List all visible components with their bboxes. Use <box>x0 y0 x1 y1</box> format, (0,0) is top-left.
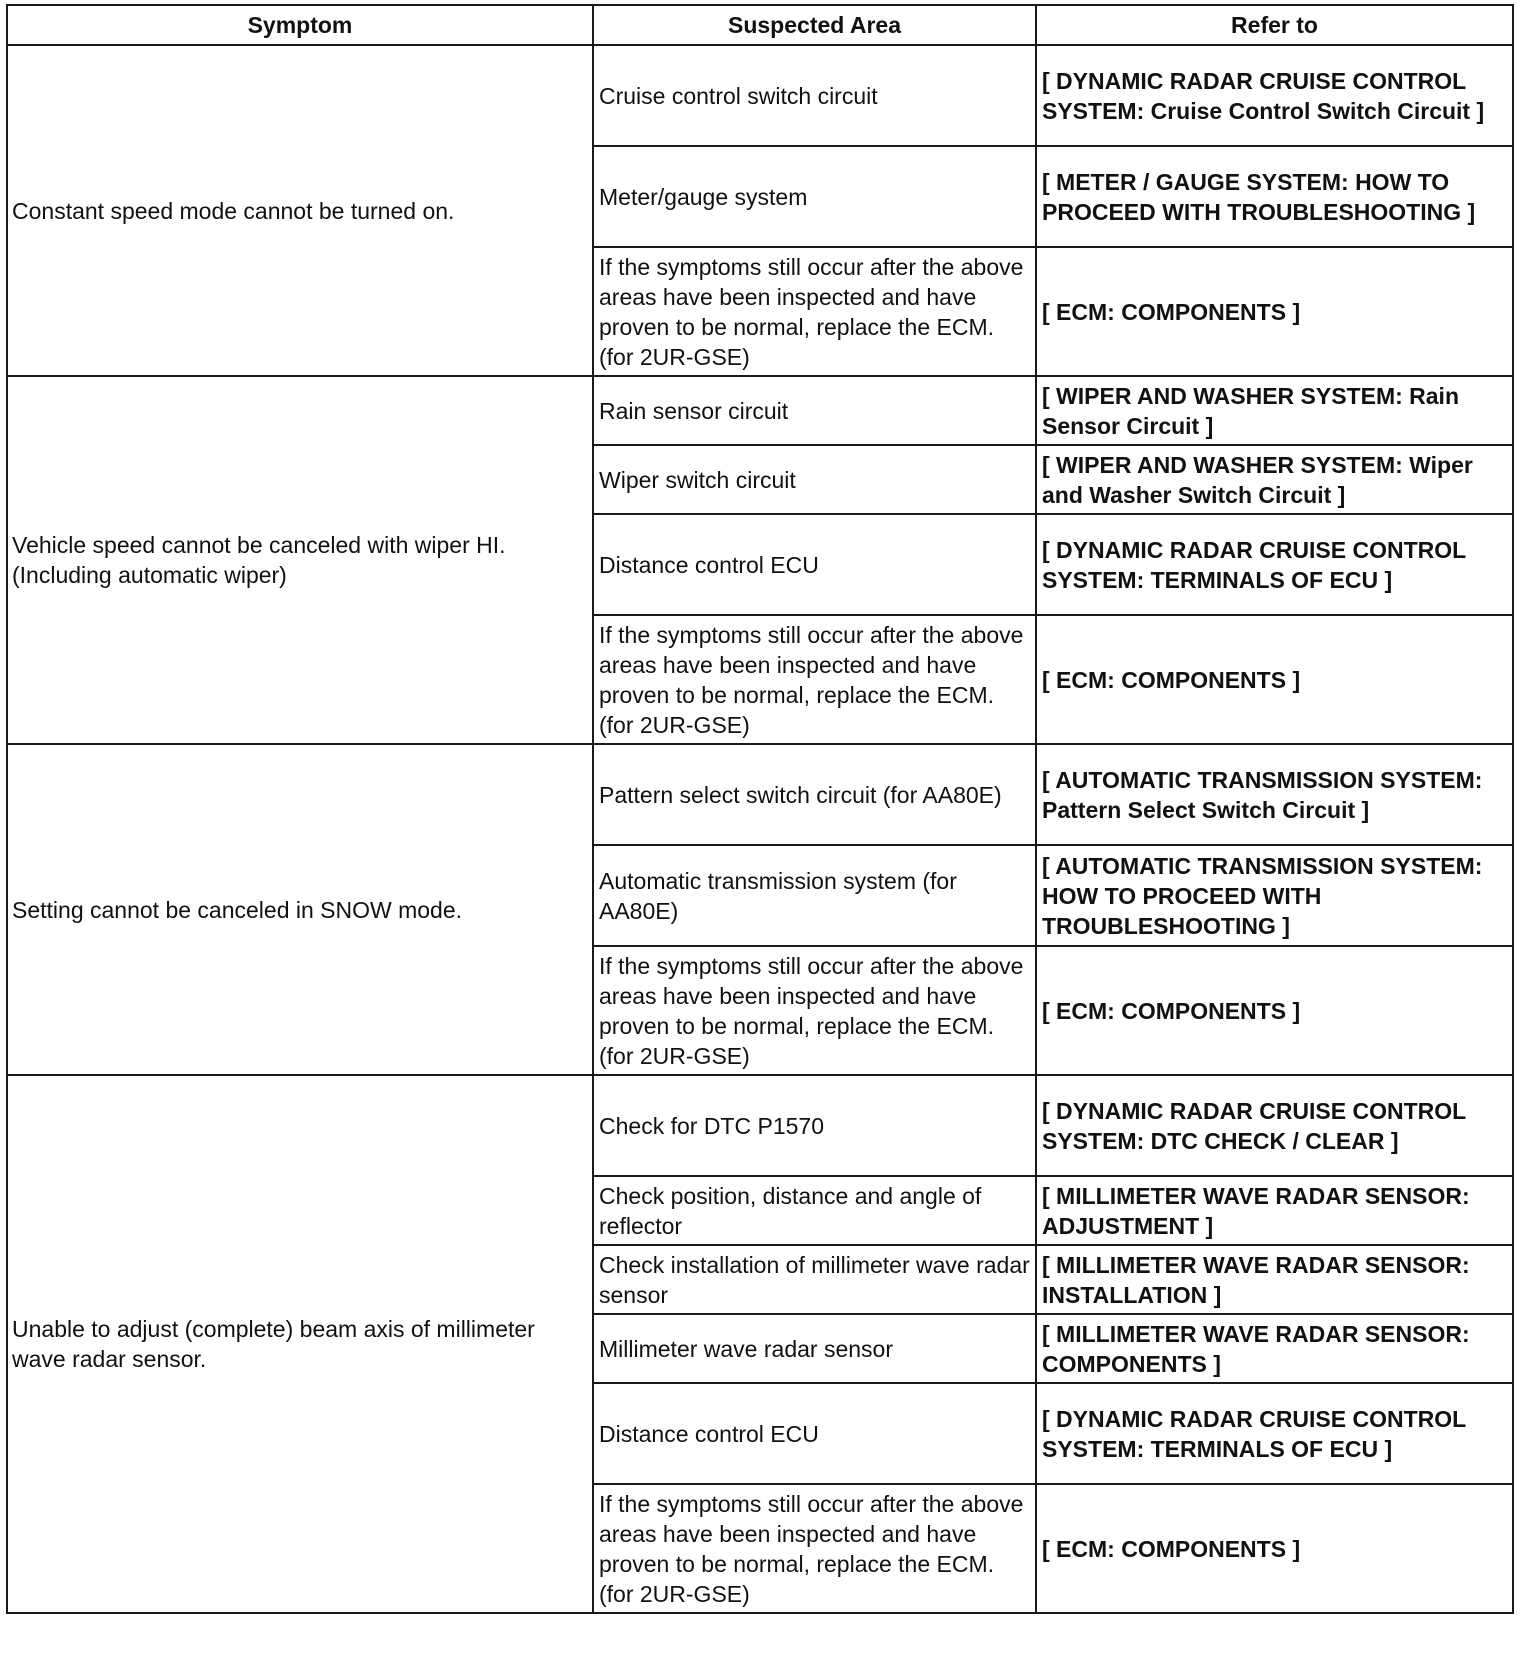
suspected-area-cell: If the symptoms still occur after the above areas have been inspected and have proven to be normal, replace the ECM. (for 2UR-GSE) <box>593 247 1036 376</box>
suspected-area-cell: If the symptoms still occur after the above areas have been inspected and have proven to be normal, replace the ECM. (for 2UR-GSE) <box>593 615 1036 744</box>
suspected-area-cell: Wiper switch circuit <box>593 445 1036 514</box>
header-suspected-area: Suspected Area <box>593 5 1036 45</box>
suspected-area-cell: Automatic transmission system (for AA80E) <box>593 845 1036 946</box>
table-row <box>7 376 1513 445</box>
refer-link[interactable]: [ DYNAMIC RADAR CRUISE CONTROL SYSTEM: DTC CHECK / CLEAR ] <box>1036 1075 1513 1176</box>
suspected-area-cell: Millimeter wave radar sensor <box>593 1314 1036 1383</box>
suspected-area-cell: Cruise control switch circuit <box>593 45 1036 146</box>
refer-link[interactable]: [ MILLIMETER WAVE RADAR SENSOR: INSTALLATION ] <box>1036 1245 1513 1314</box>
refer-link[interactable]: [ MILLIMETER WAVE RADAR SENSOR: ADJUSTMENT ] <box>1036 1176 1513 1245</box>
suspected-area-cell: Check installation of millimeter wave radar sensor <box>593 1245 1036 1314</box>
header-symptom: Symptom <box>7 5 593 45</box>
refer-link[interactable]: [ AUTOMATIC TRANSMISSION SYSTEM: Pattern Select Switch Circuit ] <box>1036 744 1513 845</box>
table-row <box>7 1075 1513 1176</box>
refer-link[interactable]: [ DYNAMIC RADAR CRUISE CONTROL SYSTEM: TERMINALS OF ECU ] <box>1036 514 1513 615</box>
suspected-area-cell: Check for DTC P1570 <box>593 1075 1036 1176</box>
suspected-area-cell: Check position, distance and angle of reflector <box>593 1176 1036 1245</box>
refer-link[interactable]: [ ECM: COMPONENTS ] <box>1036 247 1513 376</box>
table-row <box>7 45 1513 146</box>
refer-link[interactable]: [ DYNAMIC RADAR CRUISE CONTROL SYSTEM: Cruise Control Switch Circuit ] <box>1036 45 1513 146</box>
refer-link[interactable]: [ WIPER AND WASHER SYSTEM: Wiper and Washer Switch Circuit ] <box>1036 445 1513 514</box>
suspected-area-cell: Distance control ECU <box>593 514 1036 615</box>
symptom-cell: Vehicle speed cannot be canceled with wiper HI. (Including automatic wiper) <box>7 376 593 744</box>
refer-link[interactable]: [ MILLIMETER WAVE RADAR SENSOR: COMPONENTS ] <box>1036 1314 1513 1383</box>
refer-link[interactable]: [ DYNAMIC RADAR CRUISE CONTROL SYSTEM: TERMINALS OF ECU ] <box>1036 1383 1513 1484</box>
troubleshooting-table <box>6 4 1514 1614</box>
suspected-area-cell: Pattern select switch circuit (for AA80E) <box>593 744 1036 845</box>
refer-link[interactable]: [ ECM: COMPONENTS ] <box>1036 946 1513 1075</box>
header-refer-to: Refer to <box>1036 5 1513 45</box>
refer-link[interactable]: [ METER / GAUGE SYSTEM: HOW TO PROCEED WITH TROUBLESHOOTING ] <box>1036 146 1513 247</box>
refer-link[interactable]: [ AUTOMATIC TRANSMISSION SYSTEM: HOW TO PROCEED WITH TROUBLESHOOTING ] <box>1036 845 1513 946</box>
header-row <box>7 5 1513 45</box>
refer-link[interactable]: [ WIPER AND WASHER SYSTEM: Rain Sensor Circuit ] <box>1036 376 1513 445</box>
table-row <box>7 744 1513 845</box>
suspected-area-cell: Meter/gauge system <box>593 146 1036 247</box>
refer-link[interactable]: [ ECM: COMPONENTS ] <box>1036 1484 1513 1613</box>
symptom-cell: Constant speed mode cannot be turned on. <box>7 45 593 376</box>
suspected-area-cell: If the symptoms still occur after the above areas have been inspected and have proven to be normal, replace the ECM. (for 2UR-GSE) <box>593 1484 1036 1613</box>
refer-link[interactable]: [ ECM: COMPONENTS ] <box>1036 615 1513 744</box>
suspected-area-cell: If the symptoms still occur after the above areas have been inspected and have proven to be normal, replace the ECM. (for 2UR-GSE) <box>593 946 1036 1075</box>
symptom-cell: Unable to adjust (complete) beam axis of millimeter wave radar sensor. <box>7 1075 593 1613</box>
symptom-cell: Setting cannot be canceled in SNOW mode. <box>7 744 593 1075</box>
suspected-area-cell: Rain sensor circuit <box>593 376 1036 445</box>
suspected-area-cell: Distance control ECU <box>593 1383 1036 1484</box>
